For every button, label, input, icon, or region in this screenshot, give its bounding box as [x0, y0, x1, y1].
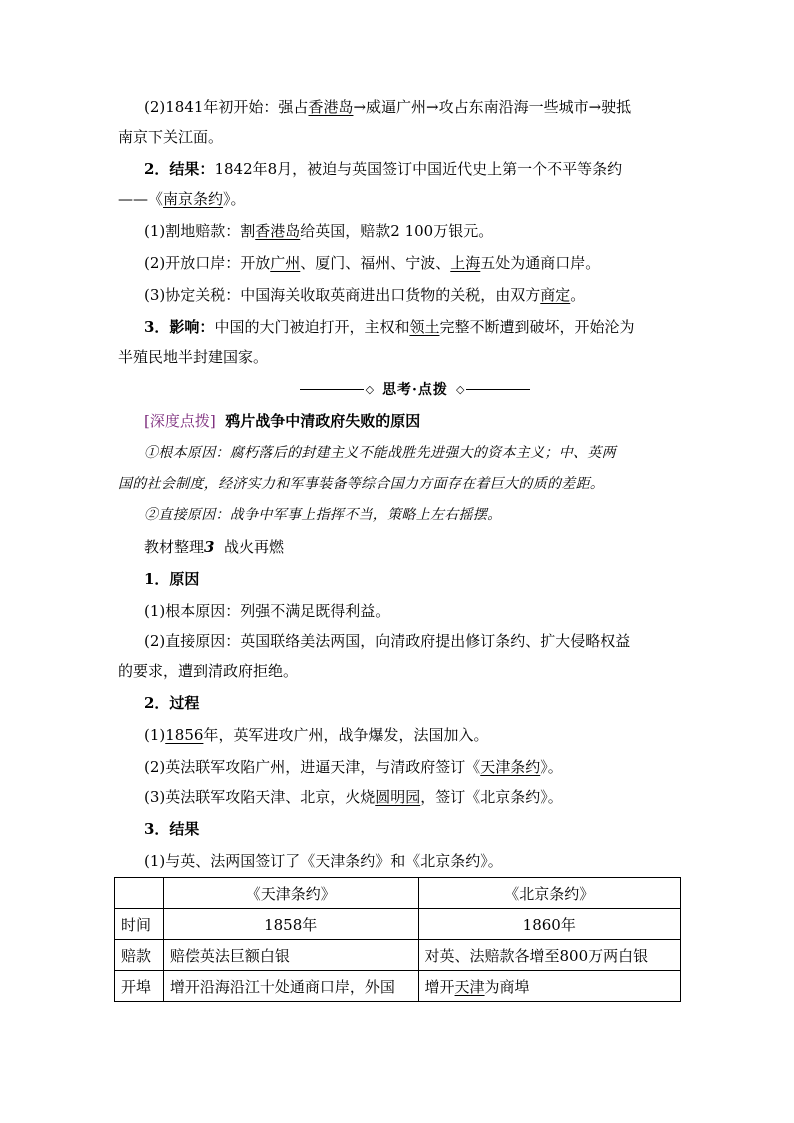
section-divider [300, 379, 530, 399]
tip-heading [144, 411, 420, 431]
list-item: (1)与英、法两国签订了《天津条约》和《北京条约》。 [144, 852, 503, 870]
underlined-term: 1856 [165, 726, 204, 744]
table-row [115, 940, 681, 971]
diamond-icon: ◇ [365, 382, 375, 396]
underlined-term: 香港岛 [255, 222, 301, 240]
list-item: (2)直接原因：英国联络美法两国，向清政府提出修订条约、扩大侵略权益 [144, 632, 631, 650]
treaty-comparison-table [114, 877, 681, 1002]
list-item: (3)英法联军攻陷天津、北京，火烧圆明园，签订《北京条约》。 [144, 788, 563, 806]
list-item: (2)开放口岸：开放广州、厦门、福州、宁波、上海五处为通商口岸。 [144, 254, 601, 272]
subheading-result: 3．结果 [144, 820, 200, 838]
underlined-term: 领土 [409, 318, 440, 336]
underlined-term: 广州 [270, 254, 301, 272]
underlined-term: 天津条约 [480, 758, 541, 776]
paragraph-line: 半殖民地半封建国家。 [118, 348, 269, 366]
table-row-label: 时间 [115, 909, 164, 940]
tip-title: 鸦片战争中清政府失败的原因 [225, 412, 421, 430]
diamond-icon: ◇ [455, 382, 465, 396]
table-cell: 增开沿海沿江十处通商口岸，外国 [163, 971, 418, 1002]
underlined-term: 商定 [540, 286, 571, 304]
list-item: (1)割地赔款：割香港岛给英国，赔款2 100万银元。 [144, 222, 494, 240]
underlined-term: 南京条约 [163, 190, 224, 208]
divider-title: 思考·点拨 [382, 382, 448, 398]
subheading-cause: 1．原因 [144, 570, 200, 588]
paragraph-line: ——《南京条约》。 [118, 190, 246, 208]
table-row [115, 971, 681, 1002]
table-cell: 增开天津为商埠 [418, 971, 680, 1002]
table-cell: 赔偿英法巨额白银 [163, 940, 418, 971]
table-header-cell: 《北京条约》 [418, 878, 680, 909]
tip-tag: [深度点拨] [144, 412, 216, 430]
table-row [115, 878, 681, 909]
impact-heading: 3．影响：中国的大门被迫打开，主权和领土完整不断遭到破坏，开始沦为 [144, 318, 635, 336]
divider-rule [466, 389, 530, 390]
underlined-term: 圆明园 [375, 788, 421, 806]
table-row-label: 开埠 [115, 971, 164, 1002]
tip-text: ①根本原因：腐朽落后的封建主义不能战胜先进强大的资本主义；中、英两 [144, 445, 616, 461]
paragraph-line: 的要求，遭到清政府拒绝。 [118, 662, 299, 680]
underlined-term: 上海 [450, 254, 481, 272]
table-header-cell: 《天津条约》 [163, 878, 418, 909]
table-cell: 1858年 [163, 909, 418, 940]
table-cell [115, 878, 164, 909]
result-heading: 2．结果：1842年8月，被迫与英国签订中国近代史上第一个不平等条约 [144, 160, 623, 178]
list-item: (3)协定关税：中国海关收取英商进出口货物的关税，由双方商定。 [144, 286, 586, 304]
tip-text: ②直接原因：战争中军事上指挥不当，策略上左右摇摆。 [144, 507, 502, 523]
table-cell: 1860年 [418, 909, 680, 940]
section-title: 教材整理3 战火再燃 [144, 538, 285, 556]
table-cell: 对英、法赔款各增至800万两白银 [418, 940, 680, 971]
list-item: (1)1856年，英军进攻广州，战争爆发，法国加入。 [144, 726, 489, 744]
tip-text: 国的社会制度，经济实力和军事装备等综合国力方面存在着巨大的质的差距。 [118, 476, 605, 492]
table-row-label: 赔款 [115, 940, 164, 971]
paragraph-line: 南京下关江面。 [118, 128, 224, 146]
underlined-term: 天津 [454, 977, 485, 996]
list-item: (1)根本原因：列强不满足既得利益。 [144, 602, 391, 620]
table-row [115, 909, 681, 940]
subheading-process: 2．过程 [144, 694, 200, 712]
divider-rule [300, 389, 364, 390]
paragraph-1841: (2)1841年初开始：强占香港岛→威逼广州→攻占东南沿海一些城市→驶抵 [144, 98, 632, 116]
list-item: (2)英法联军攻陷广州，进逼天津，与清政府签订《天津条约》。 [144, 758, 563, 776]
underlined-term: 香港岛 [308, 98, 354, 116]
